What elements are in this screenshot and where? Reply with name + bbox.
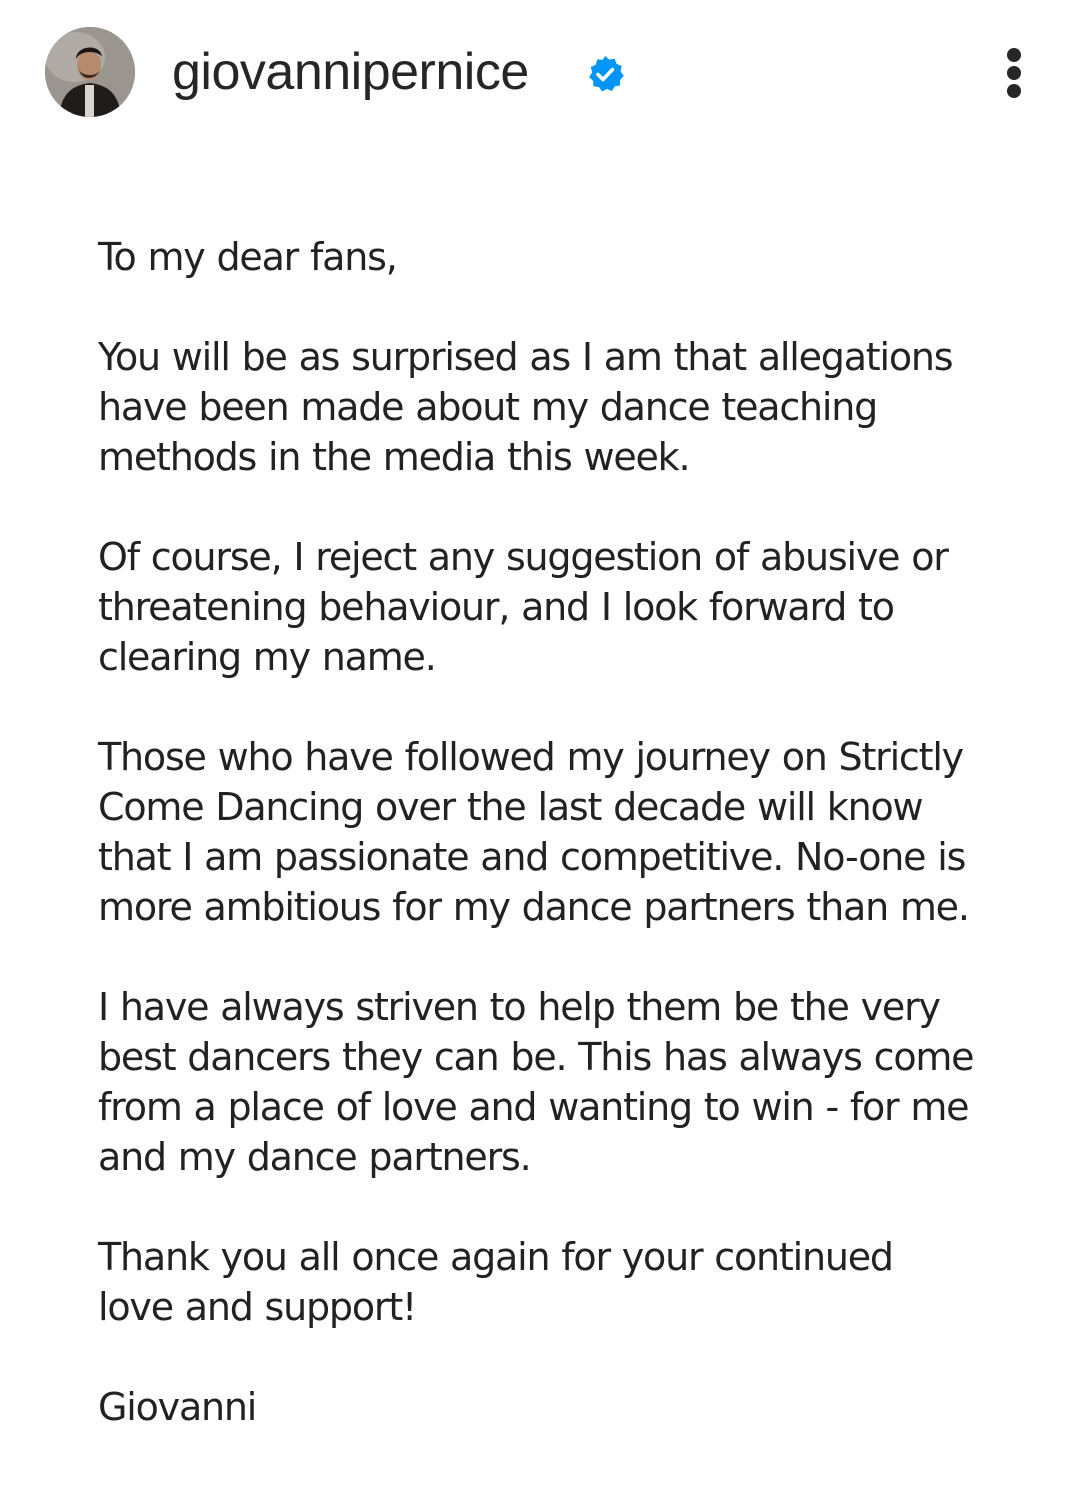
letter-line: that I am passionate and competitive. No-one is (98, 835, 966, 879)
letter-line: and my dance partners. (98, 1135, 531, 1179)
letter-signature: Giovanni (98, 1385, 257, 1429)
letter-line: Thank you all once again for your continued (98, 1235, 893, 1279)
post-header (0, 0, 1080, 145)
letter-line: You will be as surprised as I am that allegations (98, 335, 953, 379)
profile-photo-icon (45, 27, 135, 117)
letter-line: I have always striven to help them be the very (98, 985, 940, 1029)
more-options-button[interactable] (994, 40, 1034, 104)
letter-line: from a place of love and wanting to win - for me (98, 1085, 969, 1129)
letter-line: more ambitious for my dance partners than me. (98, 885, 969, 929)
letter-greeting: To my dear fans, (98, 235, 397, 279)
username[interactable]: giovannipernice (172, 43, 529, 101)
letter-body (98, 232, 1038, 1432)
vertical-ellipsis-icon (1007, 66, 1021, 80)
avatar[interactable] (45, 27, 135, 117)
letter-line: Of course, I reject any suggestion of abusive or (98, 535, 948, 579)
letter-line: clearing my name. (98, 635, 436, 679)
vertical-ellipsis-icon (1007, 48, 1021, 62)
letter-line: love and support! (98, 1285, 417, 1329)
letter-line: threatening behaviour, and I look forward to (98, 585, 894, 629)
vertical-ellipsis-icon (1007, 84, 1021, 98)
letter-line: best dancers they can be. This has always come (98, 1035, 974, 1079)
letter-line: Those who have followed my journey on Strictly (98, 735, 963, 779)
verified-badge-icon (585, 54, 625, 94)
letter-line: methods in the media this week. (98, 435, 690, 479)
letter-line: have been made about my dance teaching (98, 385, 878, 429)
letter-line: Come Dancing over the last decade will know (98, 785, 923, 829)
